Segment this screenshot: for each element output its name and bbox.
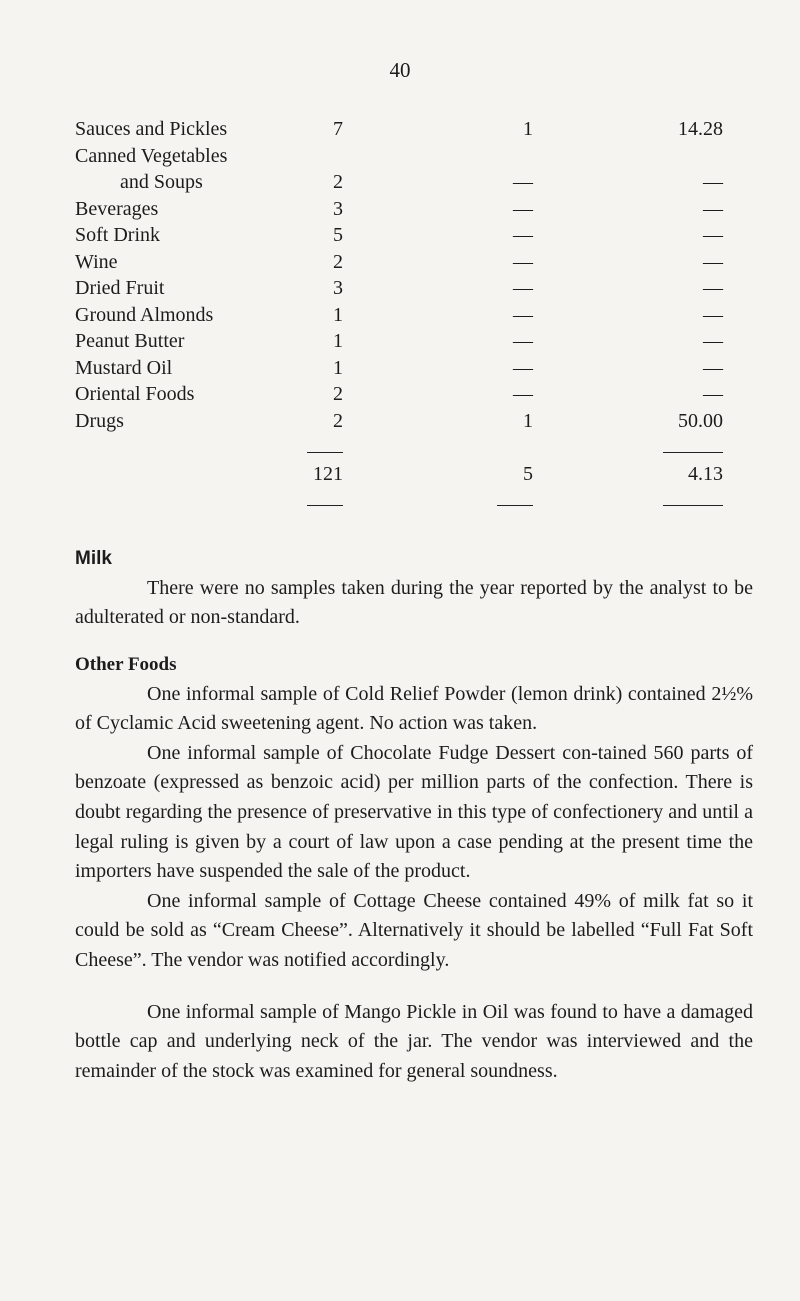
row-label: Wine <box>75 250 118 273</box>
samples-count-cell: 1 <box>333 330 343 352</box>
adulterated-count-cell: — <box>513 277 533 299</box>
page-number: 40 <box>389 58 411 82</box>
milk-section <box>75 544 753 633</box>
other-foods-section <box>75 650 753 1086</box>
table-row <box>75 275 723 302</box>
rule-cell <box>307 487 343 514</box>
other-foods-paragraph: One informal sample of Mango Pickle in Oil was found to have a damaged bottle cap and underlying neck of the jar. The vendor was interviewed and the remainder of the stock was examined for general soundness. <box>75 1000 753 1082</box>
percentage-cell: — <box>703 250 723 273</box>
table-row <box>75 408 723 435</box>
table-row <box>75 169 723 196</box>
adulterated-count-cell: — <box>513 171 533 193</box>
adulterated-count-cell <box>343 143 533 170</box>
table-row <box>75 302 723 329</box>
row-label: Canned Vegetables <box>75 144 228 167</box>
row-label: Dried Fruit <box>75 277 165 299</box>
table-row <box>75 355 723 382</box>
table-row <box>75 116 723 143</box>
table-row <box>75 328 723 355</box>
samples-count-cell: 3 <box>333 197 343 220</box>
samples-count-cell: 2 <box>333 250 343 273</box>
total-adulterated: 5 <box>523 462 533 485</box>
rule-spacer <box>75 487 307 514</box>
percentage-cell: — <box>703 277 723 299</box>
samples-count-cell <box>307 143 343 170</box>
table-row <box>75 222 723 249</box>
rule-cell <box>533 487 723 514</box>
adulterated-count-cell: — <box>513 330 533 352</box>
table-row <box>75 249 723 276</box>
row-label: Ground Almonds <box>75 303 214 326</box>
rule-row <box>75 434 723 461</box>
totals-label <box>75 461 307 488</box>
rule-line <box>497 505 533 506</box>
rule-cell <box>533 434 723 461</box>
rule-row <box>75 487 723 514</box>
samples-count-cell: 2 <box>333 171 343 193</box>
rule-spacer <box>75 434 307 461</box>
rule-cell <box>343 434 533 461</box>
samples-count-cell: 1 <box>333 303 343 326</box>
samples-table <box>75 116 723 514</box>
table-row <box>75 196 723 223</box>
table-row <box>75 381 723 408</box>
rule-cell <box>307 434 343 461</box>
row-label: Peanut Butter <box>75 330 185 352</box>
other-foods-paragraph: One informal sample of Chocolate Fudge Dessert con-tained 560 parts of benzoate (expressed as benzoic acid) per million parts of the confection. There is doubt regarding the presence of preservative in this type of confectionery and until a legal ruling is given by a court of law upon a case pending at the present time the importers have suspended the sale of the product. <box>75 741 753 883</box>
percentage-cell: — <box>703 224 723 246</box>
totals-row <box>75 461 723 488</box>
row-label: and Soups <box>120 171 203 193</box>
samples-count-cell: 2 <box>333 383 343 405</box>
adulterated-count-cell: — <box>513 383 533 405</box>
percentage-cell: — <box>703 303 723 326</box>
row-label: Mustard Oil <box>75 356 173 379</box>
percentage-cell: 50.00 <box>678 409 723 432</box>
percentage-cell: — <box>703 356 723 379</box>
percentage-cell: — <box>703 197 723 220</box>
other-foods-paragraph: One informal sample of Cottage Cheese contained 49% of milk fat so it could be sold as “Cream Cheese”. Alternatively it should be labelled “Full Fat Soft Cheese”. The vendor was notified accordingly. <box>75 889 753 971</box>
row-label: Oriental Foods <box>75 383 195 405</box>
adulterated-count-cell: — <box>513 224 533 246</box>
percentage-cell: 14.28 <box>678 118 723 140</box>
adulterated-count-cell: 1 <box>523 409 533 432</box>
rule-line <box>307 452 343 453</box>
row-label: Sauces and Pickles <box>75 118 228 140</box>
rule-line <box>663 452 723 453</box>
total-percentage: 4.13 <box>688 462 723 485</box>
row-label: Soft Drink <box>75 224 160 246</box>
samples-count-cell: 5 <box>333 224 343 246</box>
milk-paragraph: There were no samples taken during the year reported by the analyst to be adulterated or non-standard. <box>75 576 753 629</box>
percentage-cell: — <box>703 383 723 405</box>
total-samples: 121 <box>313 462 343 485</box>
samples-count-cell: 2 <box>333 409 343 432</box>
samples-count-cell: 1 <box>333 356 343 379</box>
adulterated-count-cell: — <box>513 303 533 326</box>
rule-cell <box>343 487 533 514</box>
rule-line <box>307 505 343 506</box>
adulterated-count-cell: — <box>513 197 533 220</box>
adulterated-count-cell: 1 <box>523 118 533 140</box>
table-row <box>75 143 723 170</box>
percentage-cell: — <box>703 330 723 352</box>
row-label: Drugs <box>75 409 124 432</box>
percentage-cell: — <box>703 171 723 193</box>
rule-line <box>663 505 723 506</box>
samples-count-cell: 7 <box>333 118 343 140</box>
samples-count-cell: 3 <box>333 277 343 299</box>
adulterated-count-cell: — <box>513 250 533 273</box>
adulterated-count-cell: — <box>513 356 533 379</box>
percentage-cell <box>533 143 723 170</box>
row-label: Beverages <box>75 197 159 220</box>
milk-heading: Milk <box>75 548 112 569</box>
other-foods-paragraph: One informal sample of Cold Relief Powder (lemon drink) contained 2½% of Cyclamic Acid sweetening agent. No action was taken. <box>75 682 753 735</box>
other-foods-heading: Other Foods <box>75 654 177 675</box>
